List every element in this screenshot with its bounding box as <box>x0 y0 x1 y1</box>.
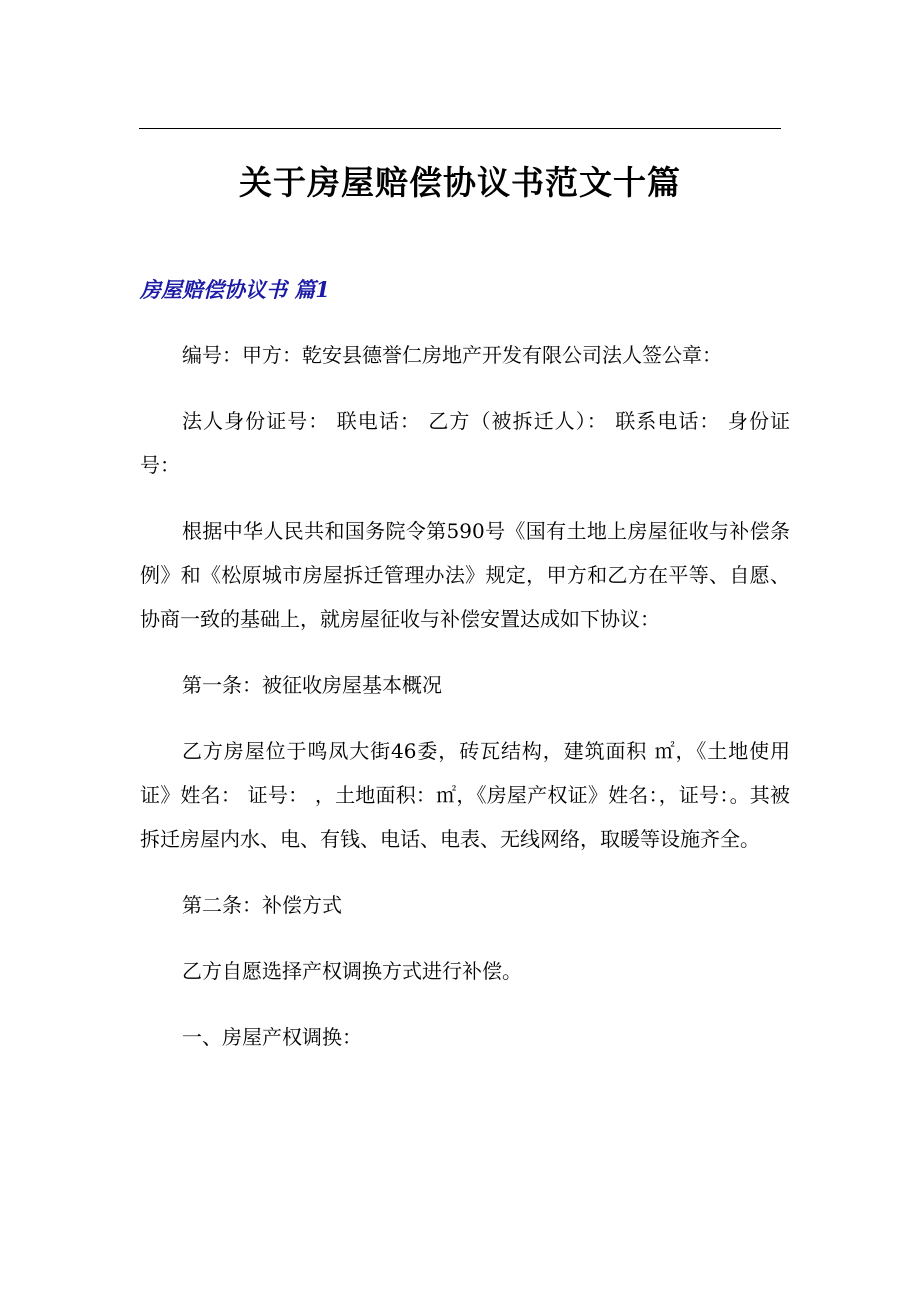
header-rule <box>139 128 781 129</box>
document-body <box>140 333 790 1081</box>
paragraph-contact-info: 法人身份证号： 联电话： 乙方（被拆迁人）： 联系电话： 身份证号： <box>140 409 790 477</box>
paragraph-article-2-title: 第二条：补偿方式 <box>182 893 342 917</box>
paragraph-house-details: 乙方房屋位于鸣凤大街46委，砖瓦结构，建筑面积 ㎡，《土地使用证》姓名： 证号： ，土地面积：㎡，《房屋产权证》姓名：，证号：。其被拆迁房屋内水、电、有钱、电话、电表、无线网络，取暖等设施齐全。 <box>140 739 790 851</box>
paragraph-article-1-title: 第一条：被征收房屋基本概况 <box>182 673 442 697</box>
paragraph-serial-number: 编号：甲方：乾安县德誉仁房地产开发有限公司法人签公章： <box>182 343 722 367</box>
paragraph-legal-basis: 根据中华人民共和国务院令第590号《国有土地上房屋征收与补偿条例》和《松原城市房屋拆迁管理办法》规定，甲方和乙方在平等、自愿、协商一致的基础上，就房屋征收与补偿安置达成如下协议： <box>140 519 790 631</box>
section-heading: 房屋赔偿协议书 篇1 <box>140 277 330 302</box>
document-title: 关于房屋赔偿协议书范文十篇 <box>239 163 681 202</box>
paragraph-property-exchange: 一、房屋产权调换： <box>182 1025 362 1049</box>
paragraph-compensation-choice: 乙方自愿选择产权调换方式进行补偿。 <box>182 959 522 983</box>
